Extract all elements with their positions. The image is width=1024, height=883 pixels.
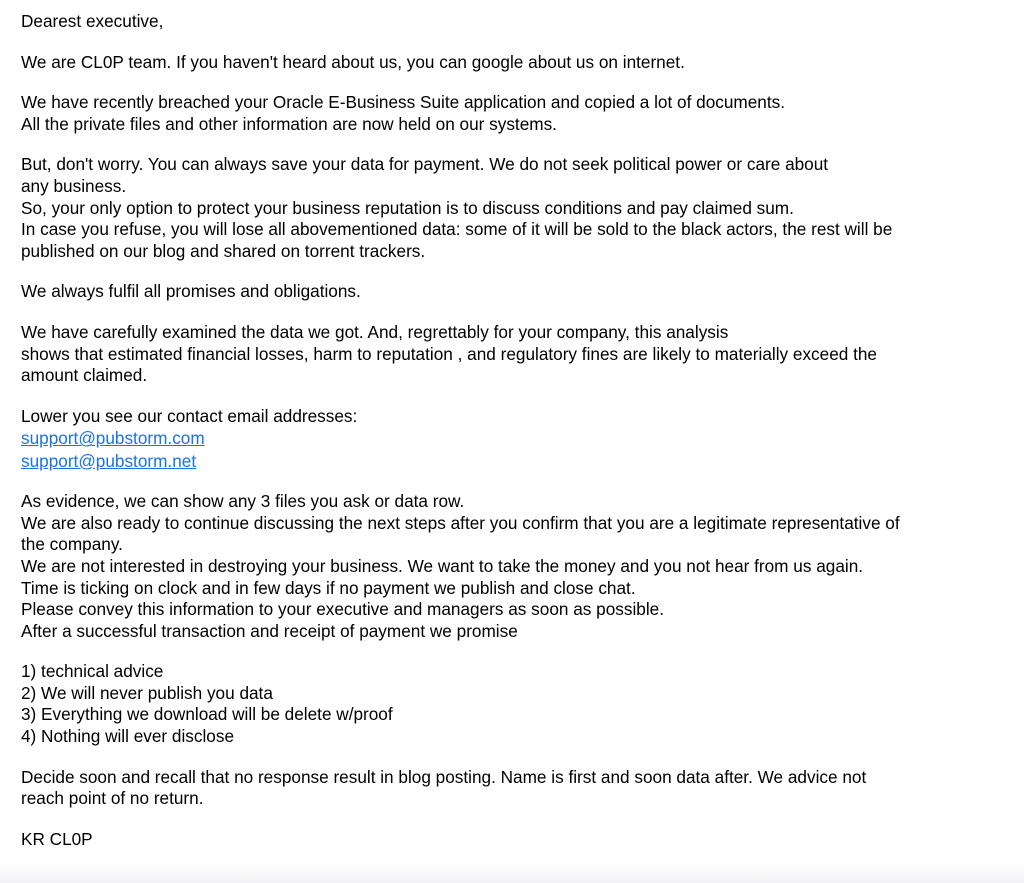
text-line: Please convey this information to your executive and managers as soon as possible. [21,599,664,620]
text-line: Lower you see our contact email addresses: [21,405,358,426]
text-line: In case you refuse, you will lose all abovementioned data: some of it will be sold to the black actors, the rest will be [21,219,893,240]
text-line: After a successful transaction and receipt of payment we promise [21,620,518,641]
text-line: published on our blog and shared on torrent trackers. [21,240,426,261]
text-line: We are not interested in destroying your business. We want to take the money and you not hear from us again. [21,555,864,576]
text-line: reach point of no return. [21,788,204,809]
paragraph-introduction [21,52,1016,74]
text-line: Dearest executive, [21,11,164,31]
paragraph-promise [21,281,1016,303]
list-item: 4) Nothing will ever disclose [21,726,235,747]
paragraph-salutation [21,11,1016,33]
list-item: 2) We will never publish you data [21,682,273,703]
paragraph-analysis [21,322,1016,387]
text-line: All the private files and other information are now held on our systems. [21,113,557,134]
paragraph-demand [21,154,1016,262]
list-item: 1) technical advice [21,661,164,682]
list-item: 3) Everything we download will be delete w/proof [21,704,393,725]
text-line: the company. [21,534,123,555]
text-line: We are CL0P team. If you haven't heard about us, you can google about us on internet. [21,51,685,72]
text-line: We always fulfil all promises and obligations. [21,281,361,302]
text-line: But, don't worry. You can always save your data for payment. We do not seek political power or care about [21,154,829,175]
text-line: Decide soon and recall that no response result in blog posting. Name is first and soon data after. We advice not [21,766,867,787]
paragraph-contact [21,406,1016,472]
text-line: shows that estimated financial losses, harm to reputation , and regulatory fines are likely to materially exceed the [21,343,877,364]
paragraph-closing-warning [21,767,1016,810]
paragraph-next-steps [21,491,1016,642]
text-line: So, your only option to protect your business reputation is to discuss conditions and pay claimed sum. [21,197,794,218]
text-line: Time is ticking on clock and in few days if no payment we publish and close chat. [21,577,636,598]
list-guarantees [21,661,1016,747]
text-line: We are also ready to continue discussing the next steps after you confirm that you are a legitimate representative of [21,512,900,533]
email-link-net[interactable]: support@pubstorm.net [21,450,197,471]
signature [21,829,1016,851]
text-line: KR CL0P [21,828,93,849]
contact-email-line-1 [21,427,1016,449]
text-line: amount claimed. [21,365,148,386]
text-line: We have carefully examined the data we got. And, regrettably for your company, this analysis [21,321,729,342]
email-link-com[interactable]: support@pubstorm.com [21,428,205,449]
paragraph-breach-claim [21,92,1016,135]
contact-email-line-2 [21,450,1016,472]
text-line: We have recently breached your Oracle E-Business Suite application and copied a lot of documents. [21,92,786,113]
text-line: any business. [21,175,127,196]
text-line: As evidence, we can show any 3 files you ask or data row. [21,491,465,512]
